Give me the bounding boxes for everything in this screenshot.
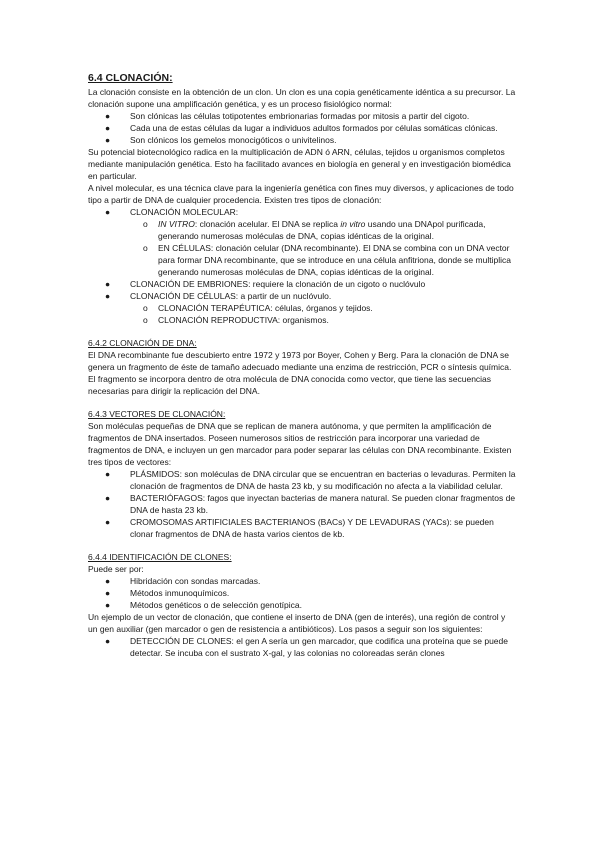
section-6-4-4 (88, 551, 516, 659)
sub-list-item: o CLONACIÓN TERAPÉUTICA: células, órganos y tejidos. (143, 303, 373, 313)
paragraph: A nivel molecular, es una técnica clave para la ingeniería genética con fines muy diversos, y aplicaciones de todo tipo a partir de DNA de cualquier procedencia. Existen tres tipos de clonación: (88, 183, 514, 205)
sub-list-item: o CLONACIÓN REPRODUCTIVA: organismos. (143, 315, 329, 325)
section-title: 6.4.4 IDENTIFICACIÓN DE CLONES: (88, 552, 232, 562)
paragraph: Puede ser por: (88, 564, 144, 574)
bullet-icon: ● (105, 123, 111, 133)
paragraph: Son moléculas pequeñas de DNA que se replican de manera autónoma, y que permiten la amplificación de fragmentos de DNA insertados. Poseen numerosos sitios de restricción para incorporar una variedad de fragmentos de DNA, e incluyen un gen marcador para poder separar las células con DNA recombinante. Existen tres tipos de vectores: (88, 421, 512, 467)
list-item-molecular: ● CLONACIÓN MOLECULAR: o IN VITRO: clonación acelular. El DNA se replica in vitro usando una DNApol purificada, generando numerosas moléculas de DNA, copias idénticas de la original. o EN CÉLULAS: clonación celular (DNA recombinante). El DNA se combina con un DNA vector para formar DNA recombinante, que se introduce en una célula anfitriona, donde se multiplica generando numerosas moléculas de DNA, copias idénticas de la original. (88, 206, 516, 278)
bullet-icon: ● (105, 207, 111, 217)
bullet-icon: ● (105, 636, 111, 646)
list-item: ● DETECCIÓN DE CLONES: el gen A sería un gen marcador, que codifica una proteína que se puede detectar. Se incuba con el sustrato X-gal, y las colonias no coloreadas serán clones (105, 636, 508, 658)
paragraph: El DNA recombinante fue descubierto entre 1972 y 1973 por Boyer, Cohen y Berg. Para la clonación de DNA se genera un fragmento de éste de tamaño adecuado mediante una enzima de restricción, PCR o síntesis química. El fragmento se incorpora dentro de otra molécula de DNA conocida como vector, que tiene las secuencias necesarias para dirigir la replicación del DNA. (88, 350, 512, 396)
bullet-icon: ● (105, 588, 111, 598)
list-item: ● Métodos inmunoquímicos. (105, 588, 230, 598)
bullet-icon: ● (105, 469, 111, 479)
clonation-types-list (88, 206, 516, 326)
section-6-4 (88, 72, 516, 326)
paragraph: Un ejemplo de un vector de clonación, que contiene el inserto de DNA (gen de interés), una región de control y un gen auxiliar (gen marcador o gen de resistencia a antibióticos). Los pasos a seguir son los siguientes: (88, 612, 506, 634)
paragraph: La clonación consiste en la obtención de un clon. Un clon es una copia genéticamente idéntica a su precursor. La clonación supone una amplificación genética, y es un proceso fisiológico normal: (88, 87, 516, 109)
sub-bullet-icon: o (143, 243, 148, 253)
sub-list (88, 302, 516, 326)
bullet-icon: ● (105, 600, 111, 610)
list-item-celulas: ● CLONACIÓN DE CÉLULAS: a partir de un nuclóvulo. o CLONACIÓN TERAPÉUTICA: células, órganos y tejidos. o CLONACIÓN REPRODUCTIVA: organismos. (88, 290, 516, 326)
identification-methods-list (88, 575, 516, 611)
list-item: ● Métodos genéticos o de selección genotípica. (105, 600, 303, 610)
bullet-icon: ● (105, 279, 111, 289)
bullet-icon: ● (105, 135, 111, 145)
section-6-4-3 (88, 408, 516, 540)
section-6-4-2 (88, 337, 516, 397)
paragraph: Su potencial biotecnológico radica en la multiplicación de ADN ó ARN, células, tejidos u organismos completos mediante manipulación genética. Esto ha facilitado avances en biología en general y en investigación biomédica en particular. (88, 147, 511, 181)
sub-list-item: o IN VITRO: clonación acelular. El DNA se replica in vitro usando una DNApol purificada, generando numerosas moléculas de DNA, copias idénticas de la original. (143, 219, 486, 241)
section-title: 6.4.2 CLONACIÓN DE DNA: (88, 338, 197, 348)
sub-list-item: o EN CÉLULAS: clonación celular (DNA recombinante). El DNA se combina con un DNA vector para formar DNA recombinante, que se introduce en una célula anfitriona, donde se multiplica generando numerosas moléculas de DNA, copias idénticas de la original. (143, 243, 511, 277)
bullet-icon: ● (105, 493, 111, 503)
bullet-icon: ● (105, 291, 111, 301)
steps-list (88, 635, 516, 659)
bullet-list (88, 110, 516, 146)
section-title: 6.4 CLONACIÓN: (88, 72, 173, 84)
list-item: ● CROMOSOMAS ARTIFICIALES BACTERIANOS (BACs) Y DE LEVADURAS (YACs): se pueden clonar fragmentos de DNA de hasta varios cientos de kb. (105, 517, 494, 539)
section-title: 6.4.3 VECTORES DE CLONACIÓN: (88, 409, 226, 419)
list-item: ● Cada una de estas células da lugar a individuos adultos formados por células somáticas clónicas. (105, 123, 498, 133)
bullet-icon: ● (105, 576, 111, 586)
list-item: ● Hibridación con sondas marcadas. (105, 576, 261, 586)
list-item: ● PLÁSMIDOS: son moléculas de DNA circular que se encuentran en bacterias o levaduras. Permiten la clonación de fragmentos de DNA de hasta 23 kb, y su modificación no afecta a la viabilidad celular. (105, 469, 516, 491)
list-item-embriones: ● CLONACIÓN DE EMBRIONES: requiere la clonación de un cigoto o nuclóvulo (105, 279, 426, 289)
list-item: ● BACTERIÓFAGOS: fagos que inyectan bacterias de manera natural. Se pueden clonar fragmentos de DNA de hasta 23 kb. (105, 493, 516, 515)
sub-bullet-icon: o (143, 219, 148, 229)
bullet-icon: ● (105, 111, 111, 121)
document-page (88, 72, 516, 670)
vector-types-list (88, 468, 516, 540)
list-item: ● Son clónicos los gemelos monocigóticos o univitelinos. (105, 135, 337, 145)
sub-bullet-icon: o (143, 315, 148, 325)
list-item: ● Son clónicas las células totipotentes embrionarias formadas por mitosis a partir del cigoto. (105, 111, 470, 121)
bullet-icon: ● (105, 517, 111, 527)
sub-bullet-icon: o (143, 303, 148, 313)
sub-list (88, 218, 516, 278)
